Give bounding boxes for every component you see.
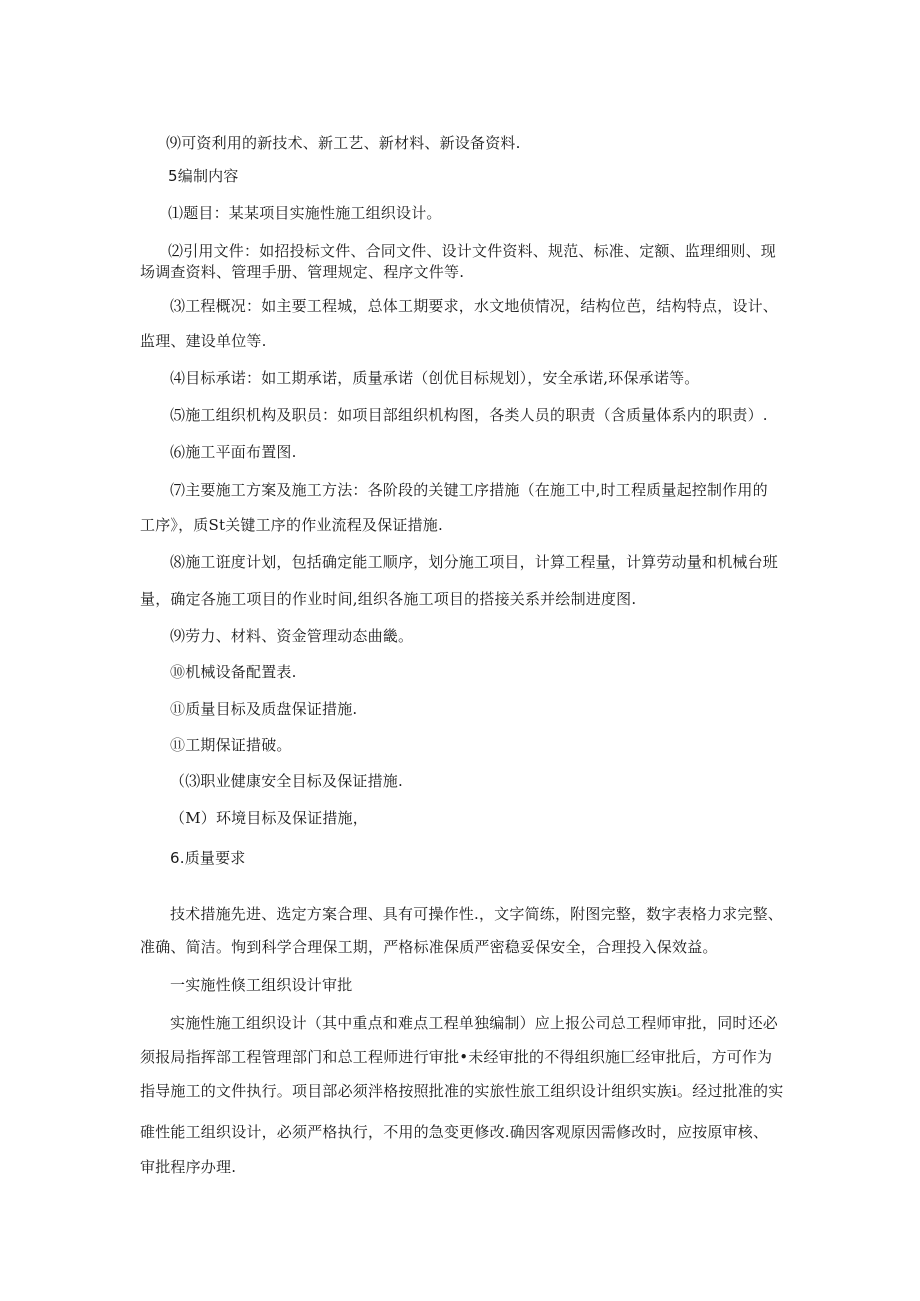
list-item-2-references: ⑵引用文件：如招投标文件、合同文件、设计文件资料、规范、标准、定额、监理细则、现 xyxy=(168,242,777,260)
approval-paragraph-line-3: 指导施工的文件执行。项目部必须泮格按照批准的实旅性旅工组织设计组织实族i。经过批准的实 xyxy=(140,1082,784,1100)
list-item-7-methods-cont: 工序》，质St关键工序的作业流程及保证措施. xyxy=(140,516,443,534)
quality-paragraph: 技术措施先进、选定方案合理、具有可操作性.，文字简练，附图完整，数字表格力求完整、 xyxy=(170,905,783,923)
list-item-9-resources: ⑼可资利用的新技术、新工艺、新材料、新设备资料. xyxy=(166,134,521,152)
list-item-2-references-cont: 场调查资料、管理手册、管理规定、程序文件等. xyxy=(140,263,465,281)
approval-paragraph-line-4: 碓性能工组织设计，必须严格执行，不用的急变更修改.确因客观原因需修改时，应按原审核、 xyxy=(140,1123,769,1141)
section-heading-5: 5编制内容 xyxy=(168,167,239,185)
list-item-12-duration: ⑪工期保证措破。 xyxy=(170,736,292,754)
list-item-8-schedule-cont: 量，确定各施工项目的作业时间,组织各施工项目的搭接关系并绘制进度图. xyxy=(140,590,637,608)
list-item-7-methods: ⑺主要施工方案及施工方法：各阶段的关键工序措施（在施工中,时工程质量起控制作用的 xyxy=(170,481,768,499)
list-item-3-overview: ⑶工程概况：如主要工程城，总体工期要求，水文地侦情况，结构位芭，结构特点，设计、 xyxy=(170,297,779,315)
list-item-10-equipment: ⑩机械设备配置表. xyxy=(170,663,297,681)
list-item-3-overview-cont: 监理、建设单位等. xyxy=(140,332,267,350)
list-item-9-dynamic: ⑼劳力、材料、资金管理动态曲畿。 xyxy=(170,627,414,645)
approval-paragraph: 实施性施工组织设计（其中重点和难点工程单独编制）应上报公司总工程师审批，同时还必 xyxy=(170,1014,779,1032)
list-item-14-environment: （M）环境目标及保证措施， xyxy=(170,809,368,827)
section-heading-approval: 一实施性倏工组织设计审批 xyxy=(170,976,353,994)
quality-paragraph-cont: 准确、简洁。恂到科学合理保工期，严格标准保质严密稳妥保安全，合理投入保效益。 xyxy=(140,938,718,956)
list-item-8-schedule: ⑻施工诳度计划，包括确定能工顺序，划分施工项目，计算工程量，计算劳动量和机械台班 xyxy=(170,553,779,571)
approval-paragraph-line-5: 审批程序办理. xyxy=(140,1158,237,1176)
list-item-1-title: ⑴题目：某某项目实施性施工组织设计。 xyxy=(168,204,442,222)
list-item-4-commitments: ⑷目标承诺：如工期承诺，质量承诺（创优目标规划），安全承诺,环保承诺等。 xyxy=(170,369,700,387)
list-item-5-organization: ⑸施工组织机构及职员：如项目部组织机构图，各类人员的职责（含质量体系内的职责）. xyxy=(170,406,768,424)
section-heading-6: 6.质量要求 xyxy=(170,849,246,867)
list-item-13-safety: （⑶职业健康安全目标及保证措施. xyxy=(170,772,403,790)
approval-paragraph-line-2: 须报局指挥部工程管理部门和总工程师进行审批•未经审批的不得组织施匚经审批后，方可作为 xyxy=(140,1048,773,1066)
list-item-6-layout: ⑹施工平面布置图. xyxy=(170,443,297,461)
list-item-11-quality: ⑪质量目标及质盘保证措施. xyxy=(170,700,358,718)
